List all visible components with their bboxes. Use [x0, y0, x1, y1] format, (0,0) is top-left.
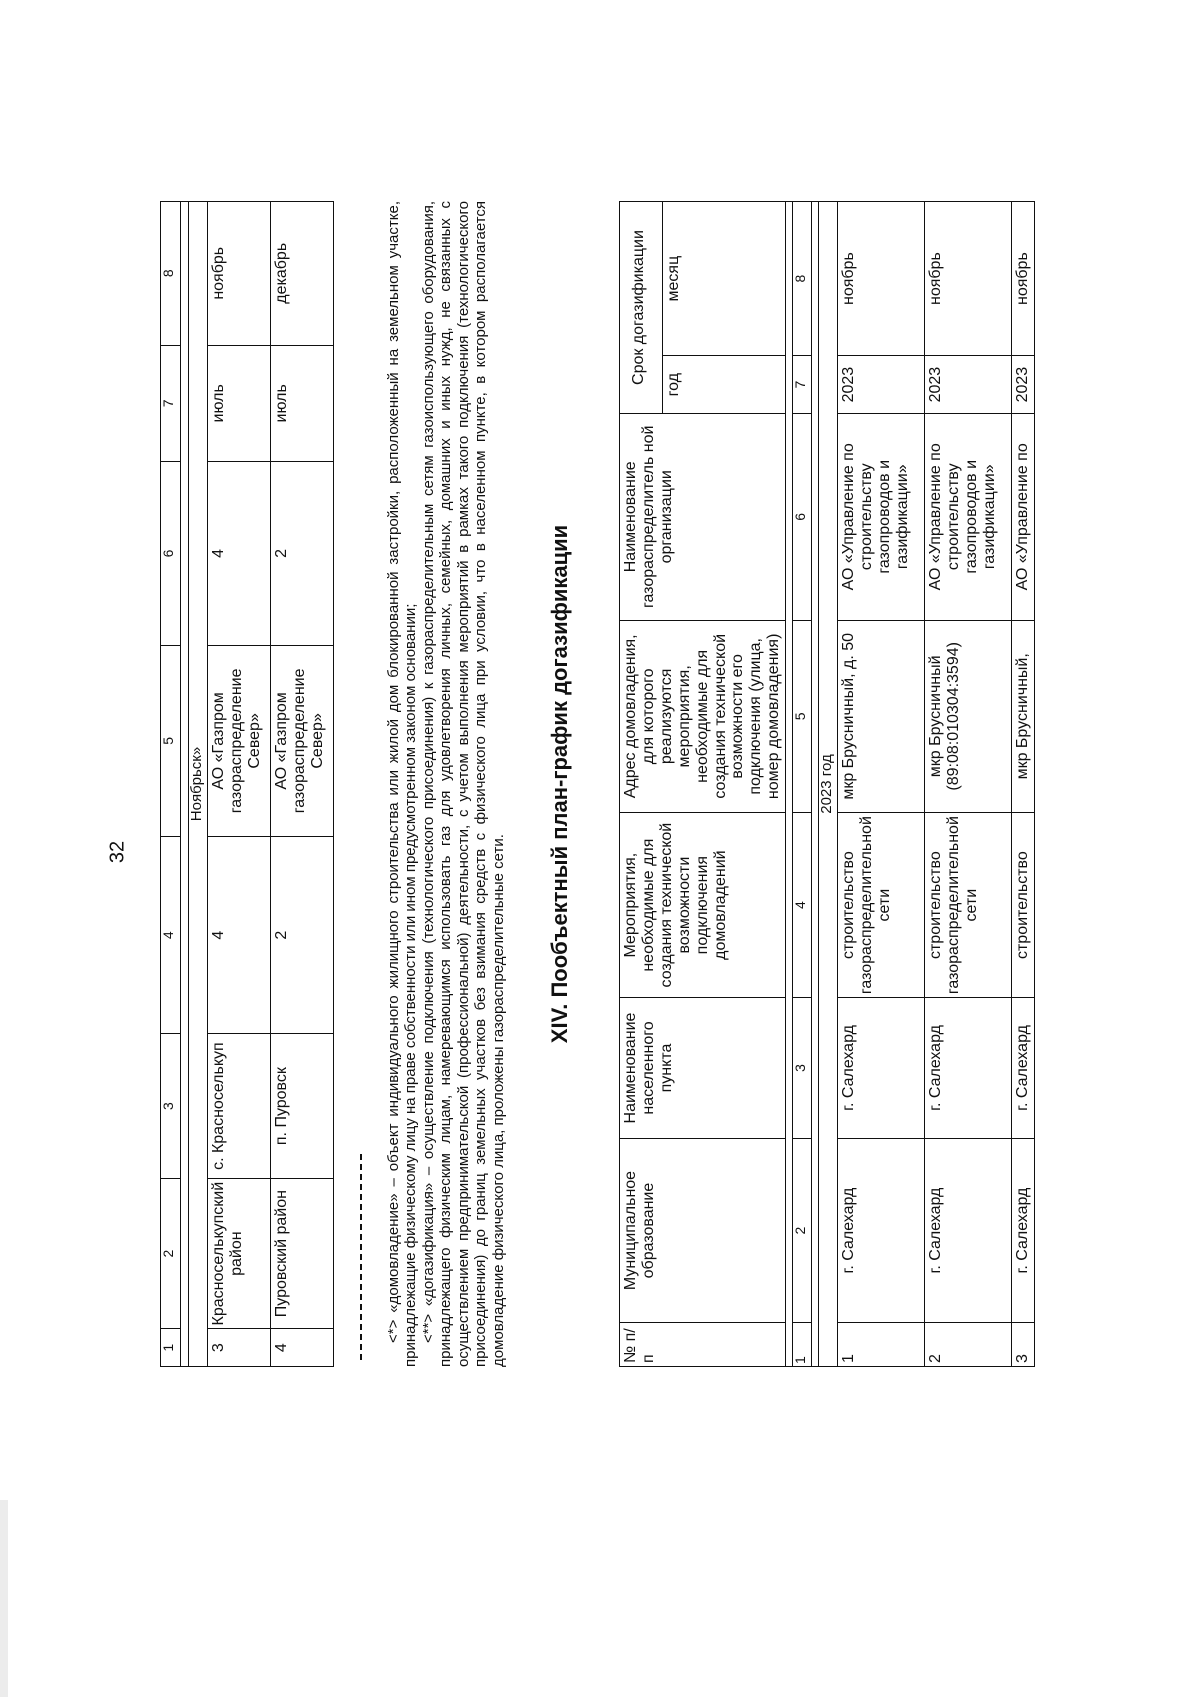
section-title: XIV. Пообъектный план-график догазификации [547, 524, 572, 1044]
header-municipality: Муниципальное образование [620, 1138, 786, 1322]
col-number: 6 [793, 414, 812, 620]
col-number: 2 [161, 1178, 181, 1329]
cell-settlement: г. Салехард [925, 998, 1012, 1139]
header-number: № п/п [620, 1323, 786, 1367]
header-month: месяц [663, 202, 786, 356]
cell-number: 1 [838, 1323, 925, 1367]
col-number: 4 [161, 836, 181, 1033]
col-number: 8 [793, 202, 812, 356]
cell-municipality: г. Салехард [838, 1138, 925, 1322]
cell-year: 2023 [1012, 356, 1035, 414]
cell-number: 2 [925, 1323, 1012, 1367]
col-number: 3 [161, 1034, 181, 1178]
cell-measure: строительство газораспределительной сети [925, 813, 1012, 998]
col-number: 2 [793, 1138, 812, 1322]
cell-organization: АО «Управление по строительству газопроводов и газификации» [925, 414, 1012, 620]
table-row [838, 202, 925, 1367]
col-number: 5 [161, 645, 181, 836]
cell-organization: АО «Управление по [1012, 414, 1035, 620]
col-number: 7 [793, 356, 812, 414]
column-number-row [793, 202, 812, 1367]
table-row [925, 202, 1012, 1367]
group-label: 2023 год [819, 202, 838, 1367]
cell-district: Пуровский район [271, 1178, 334, 1329]
col-number: 1 [793, 1323, 812, 1367]
cell-municipality: г. Салехард [925, 1138, 1012, 1322]
header-address: Адрес домовладения, для которого реализуются мероприятия, необходимые для создания технической возможности его подключения (улица, номер домовладения) [620, 620, 786, 813]
cell-organization: АО «Газпром газораспределение Север» [271, 645, 334, 836]
cell-measure: строительство газораспределительной сети [838, 813, 925, 998]
cell-settlement: с. Красноселькуп [208, 1034, 271, 1178]
page-number: 32 [106, 840, 129, 864]
cell-month: ноябрь [208, 202, 271, 346]
cell-settlement: п. Пуровск [271, 1034, 334, 1178]
cell-settlement: г. Салехард [838, 998, 925, 1139]
cell-address: мкр Брусничный, [1012, 620, 1035, 813]
col-number: 7 [161, 345, 181, 462]
cell-organization: АО «Управление по строительству газопроводов и газификации» [838, 414, 925, 620]
footnote-dwelling: <*> «домовладение» – объект индивидуального жилищного строительства или жилой дом блокированной застройки, расположенный на земельном участке, принадлежащие физическому лицу на праве собственности или ином предусмотренном законом основании; [385, 201, 420, 1367]
cell-municipality: г. Салехард [1012, 1138, 1035, 1322]
cell-number: 3 [208, 1329, 271, 1367]
group-label: Ноябрьск» [189, 202, 208, 1367]
cell-month: декабрь [271, 202, 334, 346]
col-number: 1 [161, 1329, 181, 1367]
cell-number: 3 [1012, 1323, 1035, 1367]
separator-row [786, 202, 793, 1367]
cell-month: ноябрь [838, 202, 925, 356]
cell-year: 2023 [925, 356, 1012, 414]
table-gas-connection-continued [160, 201, 334, 1367]
group-row [819, 202, 838, 1367]
cell-month: июль [271, 345, 334, 462]
header-row [620, 202, 663, 1367]
col-number: 4 [793, 813, 812, 998]
cell-address: мкр Брусничный (89:08:010304:3594) [925, 620, 1012, 813]
header-organization: Наименование газораспределитель ной организации [620, 414, 786, 620]
column-number-row [161, 202, 181, 1367]
cell-settlement: г. Салехард [1012, 998, 1035, 1139]
table-row [271, 202, 334, 1367]
table-row [1012, 202, 1035, 1367]
cell-count: 4 [208, 462, 271, 646]
cell-year: 2023 [838, 356, 925, 414]
cell-address: мкр Брусничный, д. 50 [838, 620, 925, 813]
cell-count: 2 [271, 462, 334, 646]
header-year: год [663, 356, 786, 414]
cell-organization: АО «Газпром газораспределение Север» [208, 645, 271, 836]
table-row [208, 202, 271, 1367]
header-settlement: Наименование населенного пункта [620, 998, 786, 1139]
header-deadline: Срок догазификации [620, 202, 663, 414]
cell-month: ноябрь [925, 202, 1012, 356]
cell-number: 4 [271, 1329, 334, 1367]
header-measures: Мероприятия, необходимые для создания технической возможности подключения домовладений [620, 813, 786, 998]
col-number: 5 [793, 620, 812, 813]
cell-count: 4 [208, 836, 271, 1033]
table-gasification-schedule [619, 201, 1035, 1367]
cell-measure: строительство [1012, 813, 1035, 998]
footnote-divider [360, 1154, 362, 1360]
col-number: 3 [793, 998, 812, 1139]
group-row [189, 202, 208, 1367]
footnote-additional-gasification: <**> «догазификация» – осуществление подключения (технологического присоединения) к газораспределительным сетям газоиспользующего оборудования, принадлежащего физическим лицам, намеревающимся использовать газ для удовлетворения личных, семейных, домашних и иных нужд, не связанных с осуществлением предпринимательской (профессиональной) деятельности, с учетом выполнения мероприятий в рамках такого подключения (технологического присоединения) до границ земельных участков без взимания средств с физического лица при условии, что в населенном пункте, в котором располагается домовладение физического лица, проложены газораспределительные сети. [420, 201, 507, 1367]
cell-month: июль [208, 345, 271, 462]
cell-district: Красноселькупский район [208, 1178, 271, 1329]
cell-month: ноябрь [1012, 202, 1035, 356]
cell-count: 2 [271, 836, 334, 1033]
col-number: 6 [161, 462, 181, 646]
col-number: 8 [161, 202, 181, 346]
